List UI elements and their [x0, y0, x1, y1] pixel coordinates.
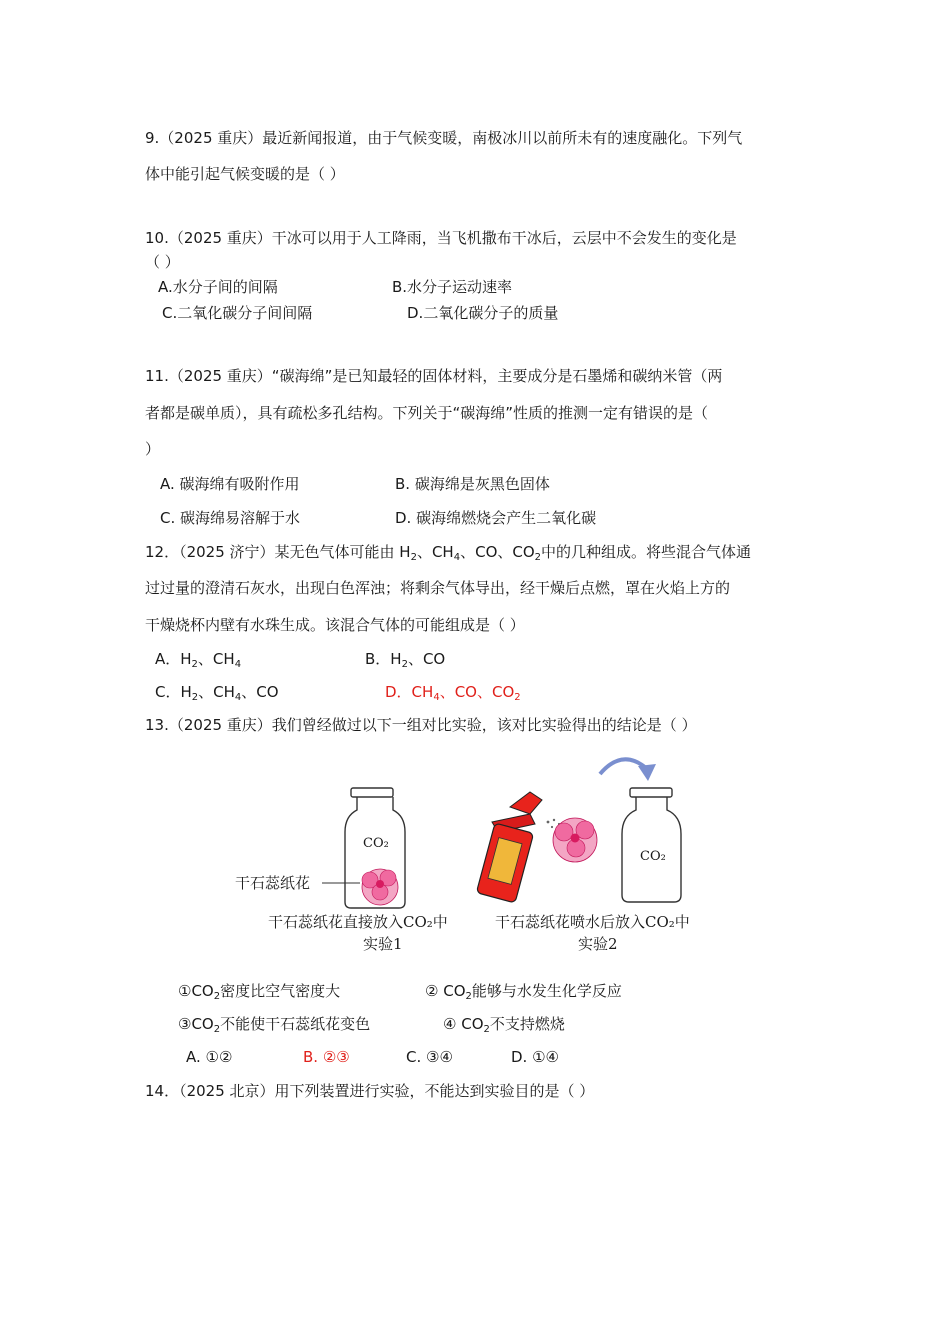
spray-bottle-icon — [476, 792, 560, 903]
experiment-2-label: 实验2 — [578, 935, 618, 953]
q13-statement-1: $①CO_2$密度比空气密度大 — [178, 982, 341, 1002]
q14-line1: 14．（2025 北京）用下列装置进行实验，不能达到实验目的是（ ） — [145, 1082, 595, 1100]
q9-line2: 体中能引起气候变暖的是（ ） — [145, 165, 345, 183]
caption-2: 干石蕊纸花喷水后放入CO₂中 — [495, 913, 690, 931]
flower-2-icon — [553, 818, 597, 862]
q12-line3: 干燥烧杯内壁有水珠生成。该混合气体的可能组成是（ ） — [145, 616, 525, 634]
q13-option-b-answer: B. ②③ — [303, 1048, 350, 1066]
q10-option-c: C.二氧化碳分子间间隔 — [162, 304, 313, 322]
jar-1-gas-label: CO₂ — [363, 836, 389, 851]
q11-line2: 者都是碳单质），具有疏松多孔结构。下列关于“碳海绵”性质的推测一定有错误的是（ — [145, 404, 709, 422]
q10-option-a: A.水分子间的间隔 — [158, 278, 278, 296]
q13-option-a: A. ①② — [186, 1048, 233, 1066]
jar-2-gas-label: CO₂ — [640, 849, 666, 864]
q13-option-c: C. ③④ — [406, 1048, 453, 1066]
q11-option-b: B. 碳海绵是灰黑色固体 — [395, 475, 550, 493]
q13-statement-3: $③CO_2$不能使干石蕊纸花变色 — [178, 1015, 371, 1035]
q12-line2: 过过量的澄清石灰水，出现白色浑浊；将剩余气体导出，经干燥后点燃，罩在火焰上方的 — [145, 579, 731, 597]
flower-1-icon — [362, 869, 398, 905]
q11-line1: 11.（2025 重庆）“碳海绵”是已知最轻的固体材料，主要成分是石墨烯和碳纳米管（两 — [145, 367, 723, 385]
flower-label: 干石蕊纸花 — [235, 874, 311, 892]
q12-option-d-answer: D．$CH_4$、CO、$CO_2$ — [385, 683, 521, 703]
q11-option-a: A. 碳海绵有吸附作用 — [160, 475, 300, 493]
q12-line1: 12．（2025 济宁）某无色气体可能由 $H_2$、$CH_4$、CO、$CO_2$中的几种组成。将些混合气体通 — [145, 543, 752, 563]
q13-statement-4: ④ $CO_2$不支持燃烧 — [443, 1015, 565, 1035]
q11-option-d: D. 碳海绵燃烧会产生二氧化碳 — [395, 509, 597, 527]
experiment-1-label: 实验1 — [363, 935, 403, 953]
experiment-figure — [230, 752, 730, 962]
q13-line1: 13.（2025 重庆）我们曾经做过以下一组对比实验，该对比实验得出的结论是（ ） — [145, 716, 697, 734]
q13-option-d: D. ①④ — [511, 1048, 559, 1066]
q11-option-c: C. 碳海绵易溶解于水 — [160, 509, 301, 527]
q11-line3: ） — [145, 440, 161, 458]
q10-option-b: B.水分子运动速率 — [392, 278, 513, 296]
q12-option-b: B．$H_2$、CO — [365, 650, 446, 670]
q10-line2: （ ） — [145, 253, 180, 271]
q10-option-d: D.二氧化碳分子的质量 — [407, 304, 559, 322]
caption-1: 干石蕊纸花直接放入CO₂中 — [268, 913, 448, 931]
q10-line1: 10.（2025 重庆）干冰可以用于人工降雨，当飞机撒布干冰后，云层中不会发生的变化是 — [145, 229, 737, 247]
q13-statement-2: ② $CO_2$能够与水发生化学反应 — [425, 982, 622, 1002]
q9-line1: 9.（2025 重庆）最近新闻报道，由于气候变暖，南极冰川以前所未有的速度融化。下列气 — [145, 129, 743, 147]
q12-option-a: A．$H_2$、$CH_4$ — [155, 650, 242, 670]
curved-arrow-icon — [600, 759, 656, 781]
q12-option-c: C．$H_2$、$CH_4$、CO — [155, 683, 279, 703]
jar-2 — [622, 788, 681, 902]
